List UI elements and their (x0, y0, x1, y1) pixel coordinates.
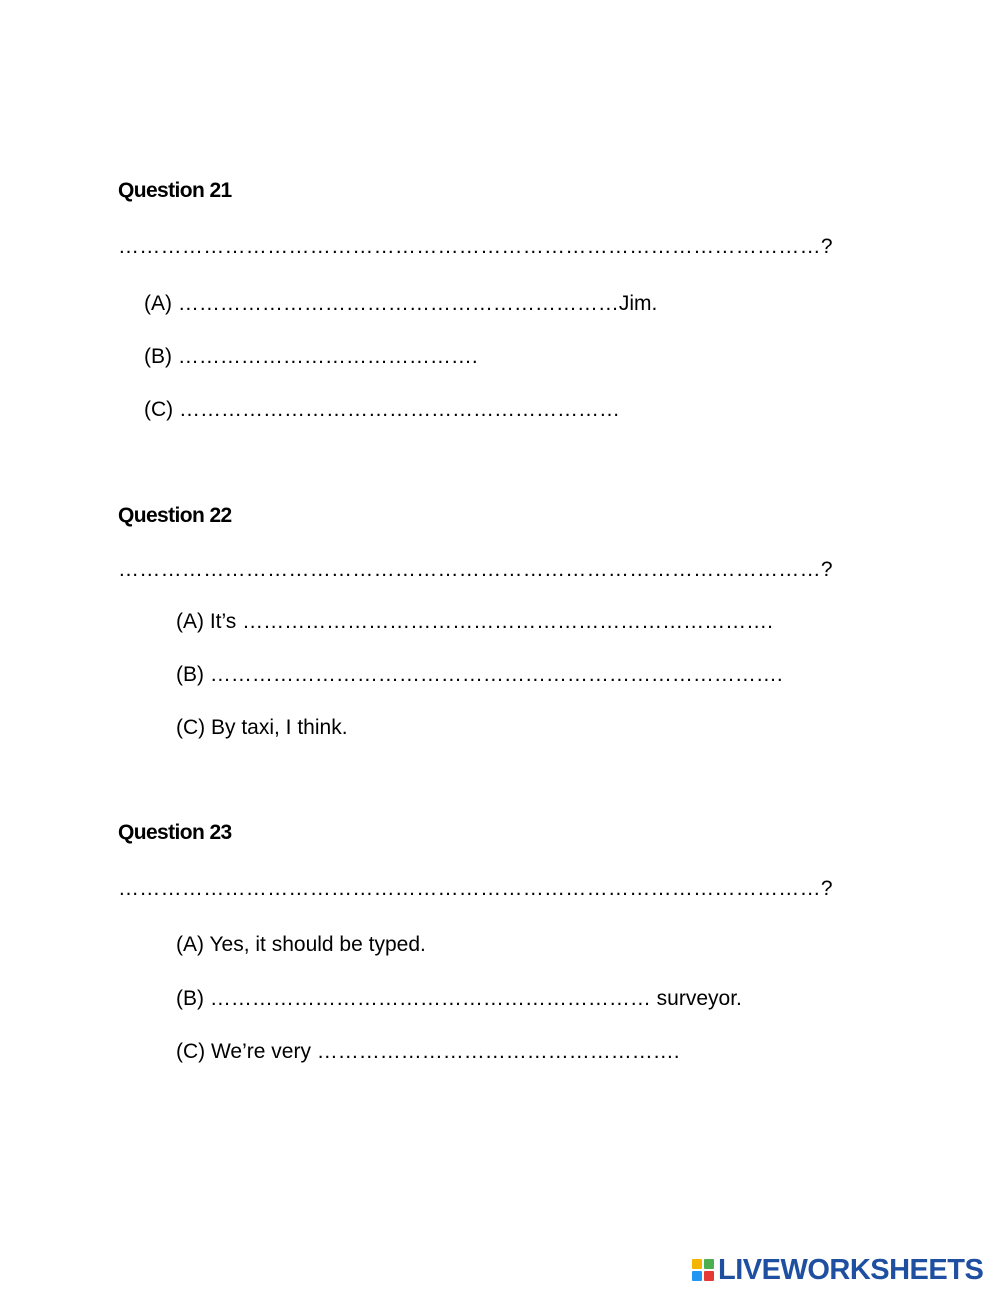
question-22-title: Question 22 (118, 504, 232, 527)
question-21-title: Question 21 (118, 179, 232, 202)
logo-square-red (704, 1271, 714, 1281)
logo-square-blue (692, 1271, 702, 1281)
question-22-option-a: (A) It’s …………………………………………………………………. (176, 610, 773, 633)
liveworksheets-logo (692, 1255, 983, 1285)
question-21-option-b: (B) ……………………………………. (144, 345, 478, 368)
logo-square-yellow (692, 1259, 702, 1269)
question-22-option-b: (B) ………………………………………………………………………. (176, 663, 783, 686)
logo-square-green (704, 1259, 714, 1269)
question-21-option-c: (C) ……………………………………………………… (144, 398, 620, 421)
logo-mark-icon (692, 1259, 714, 1281)
question-21-prompt: ………………………………………………………………………………………? (118, 235, 833, 258)
question-23-option-c: (C) We’re very ……………………………………………. (176, 1040, 680, 1063)
question-22-option-c: (C) By taxi, I think. (176, 716, 348, 739)
logo-text: LIVEWORKSHEETS (718, 1254, 984, 1286)
question-23-option-a: (A) Yes, it should be typed. (176, 933, 426, 956)
question-23-prompt: ………………………………………………………………………………………? (118, 877, 833, 900)
question-23-option-b: (B) ……………………………………………………… surveyor. (176, 987, 742, 1010)
question-21-option-a: (A) ………………………………………………………Jim. (144, 292, 658, 315)
question-23-title: Question 23 (118, 821, 232, 844)
question-22-prompt: ………………………………………………………………………………………? (118, 558, 833, 581)
